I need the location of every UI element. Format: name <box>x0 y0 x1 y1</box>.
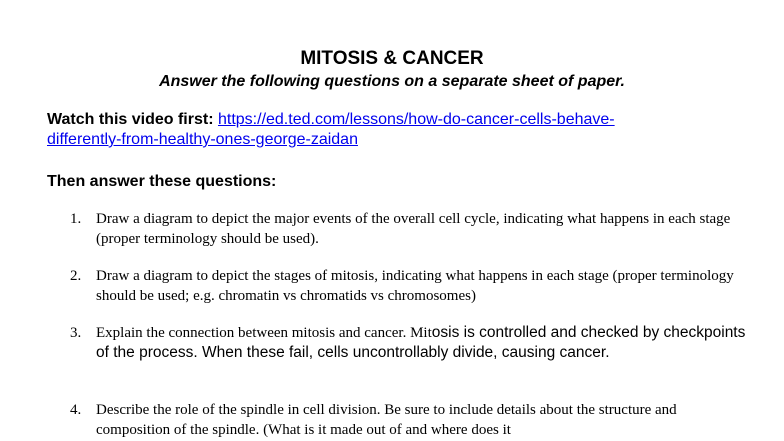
ted-video-link-line1: https://ed.ted.com/lessons/how-do-cancer-cells-behave- <box>217 111 615 128</box>
ted-video-link-line2: differently-from-healthy-ones-george-zaidan <box>47 131 358 148</box>
question-text: Draw a diagram to depict the stages of mitosis, indicating what happens in each stage (proper terminology should be used; e.g. chromatin vs chromatids vs chromosomes) <box>96 268 734 304</box>
watch-video-lead: Watch this video first: <box>47 111 214 128</box>
question-number: 2. <box>70 268 82 284</box>
question-number: 3. <box>70 325 82 341</box>
question-prompt: Explain the connection between mitosis and cancer. Mit <box>96 325 432 341</box>
typed-answer: osis is controlled and checked by checkpoints of the process. When these fail, cells uncontrollably divide, causing cancer. <box>96 324 746 361</box>
document-subtitle: Answer the following questions on a separate sheet of paper. <box>159 73 625 90</box>
question-text: Describe the role of the spindle in cell division. Be sure to include details about the structure and composition of the spindle. (What is it made out of and where does it <box>96 402 677 438</box>
question-text <box>96 323 751 363</box>
questions-heading: Then answer these questions: <box>47 173 277 190</box>
question-number: 4. <box>70 402 82 418</box>
question-text: Draw a diagram to depict the major events of the overall cell cycle, indicating what happens in each stage (proper terminology should be used). <box>96 211 731 247</box>
document-title: MITOSIS & CANCER <box>300 48 484 69</box>
question-number: 1. <box>70 211 82 227</box>
watch-video-instruction <box>47 110 767 150</box>
